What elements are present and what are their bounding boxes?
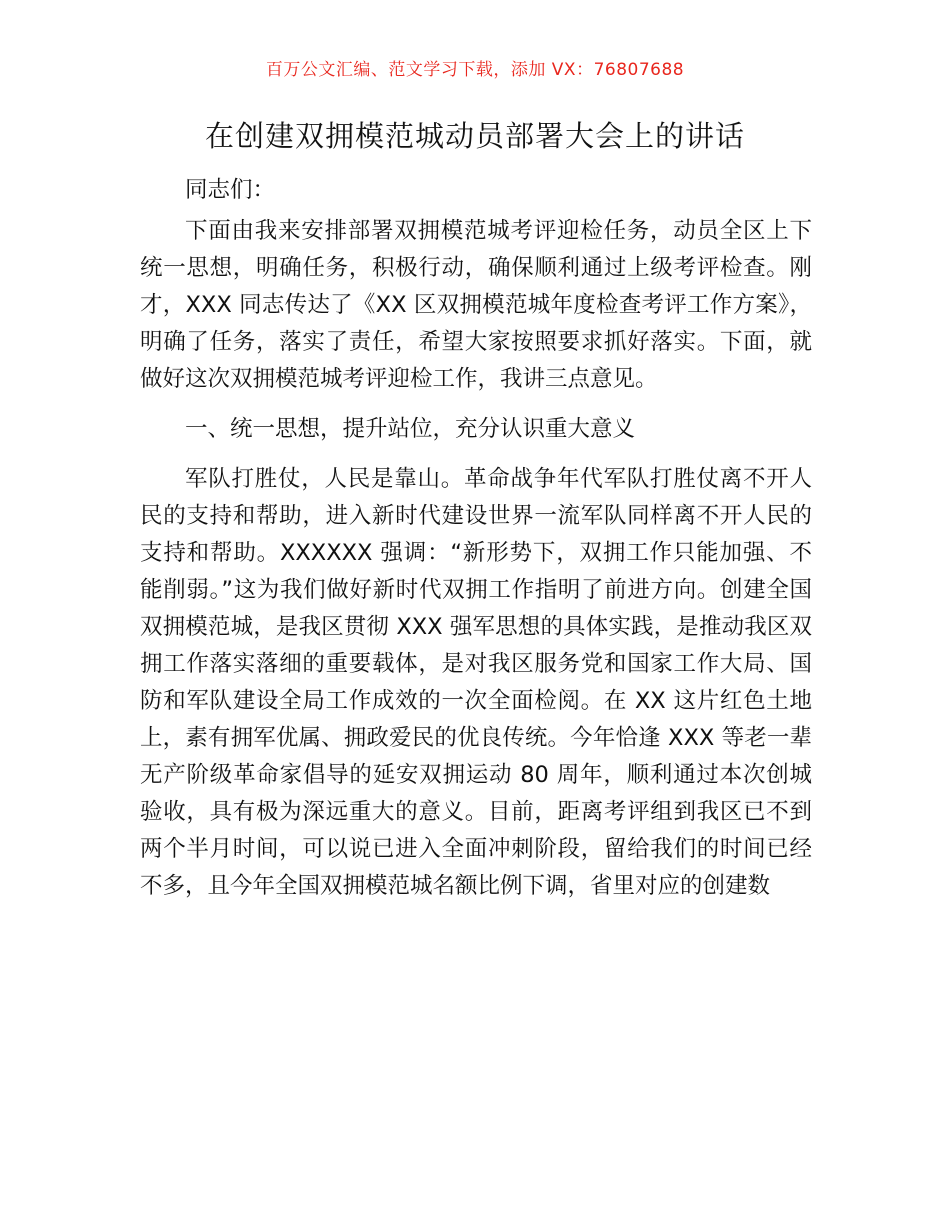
salutation: 同志们： — [185, 177, 276, 203]
intro-paragraph: 下面由我来安排部署双拥模范城考评迎检任务，动员全区上下统一思想，明确任务，积极行动，确保顺利通过上级考评检查。刚才，XXX 同志传达了《XX 区双拥模范城年度检查考评工作方案》，明确了任务，落实了责任，希望大家按照要求抓好落实。下面，就做好这次双拥模范城考评迎检工作，我讲三点意见。 — [140, 218, 812, 392]
document-title: 在创建双拥模范城动员部署大会上的讲话 — [204, 119, 745, 153]
document-body — [140, 172, 812, 918]
section-heading: 一、统一思想，提升站位，充分认识重大意义 — [185, 416, 636, 442]
watermark-banner: 百万公文汇编、范文学习下载，添加 VX：76807688 — [265, 60, 685, 80]
body-paragraph: 军队打胜仗，人民是靠山。革命战争年代军队打胜仗离不开人民的支持和帮助，进入新时代建设世界一流军队同样离不开人民的支持和帮助。XXXXXX 强调：“新形势下，双拥工作只能加强、不能削弱。”这为我们做好新时代双拥工作指明了前进方向。创建全国双拥模范城，是我区贯彻 XXX 强军思想的具体实践，是推动我区双拥工作落实落细的重要载体，是对我区服务党和国家工作大局、国防和军队建设全局工作成效的一次全面检阅。在 XX 这片红色土地上，素有拥军优属、拥政爱民的优良传统。今年恰逢 XXX 等老一辈无产阶级革命家倡导的延安双拥运动 80 周年，顺利通过本次创城验收，具有极为深远重大的意义。目前，距离考评组到我区已不到两个半月时间，可以说已进入全面冲刺阶段，留给我们的时间已经不多，且今年全国双拥模范城名额比例下调，省里对应的创建数 — [140, 466, 812, 899]
